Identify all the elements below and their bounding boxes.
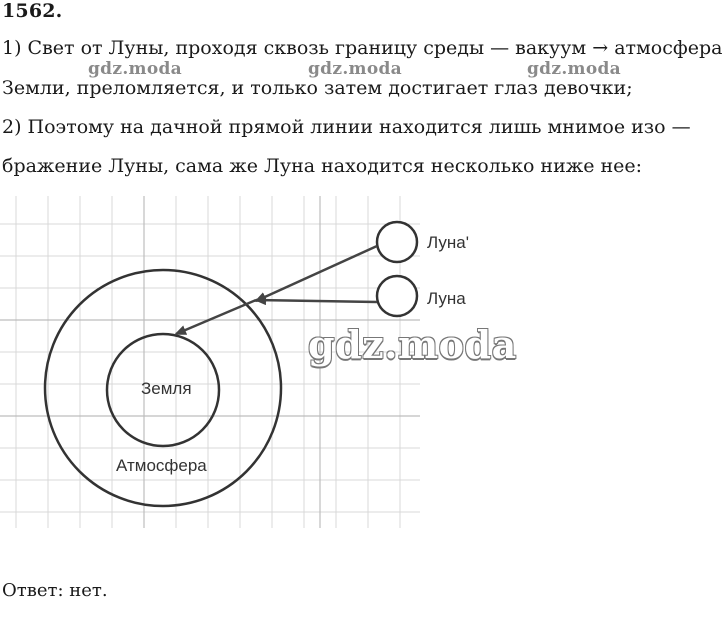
text-line-3: 2) Поэтому на дачной прямой линии находится лишь мнимое изо — (2, 116, 691, 138)
ray-refracted (176, 300, 256, 334)
watermark: gdz.moda (527, 59, 621, 79)
label-atmosphere: Атмосфера (116, 456, 207, 475)
label-earth: Земля (141, 379, 192, 398)
moon-circle (377, 276, 417, 316)
text-line-4: бражение Луны, сама же Луна находится несколько ниже нее: (2, 155, 643, 177)
problem-number: 1562. (2, 0, 63, 22)
text-line-1: 1) Свет от Луны, проходя сквозь границу среды — вакуум → атмосфера (2, 37, 723, 59)
label-moon-image: Луна' (427, 233, 469, 252)
ray-from-moon (256, 300, 377, 302)
label-moon: Луна (427, 289, 466, 308)
moon-image-circle (377, 222, 417, 262)
watermark: gdz.moda (88, 59, 182, 79)
watermark-large: gdz.moda (308, 322, 517, 367)
answer: Ответ: нет. (2, 580, 108, 601)
text-line-2: Земли, преломляется, и только затем достигает глаз девочки; (2, 77, 633, 99)
ray-apparent (256, 246, 377, 301)
watermark: gdz.moda (308, 59, 402, 79)
